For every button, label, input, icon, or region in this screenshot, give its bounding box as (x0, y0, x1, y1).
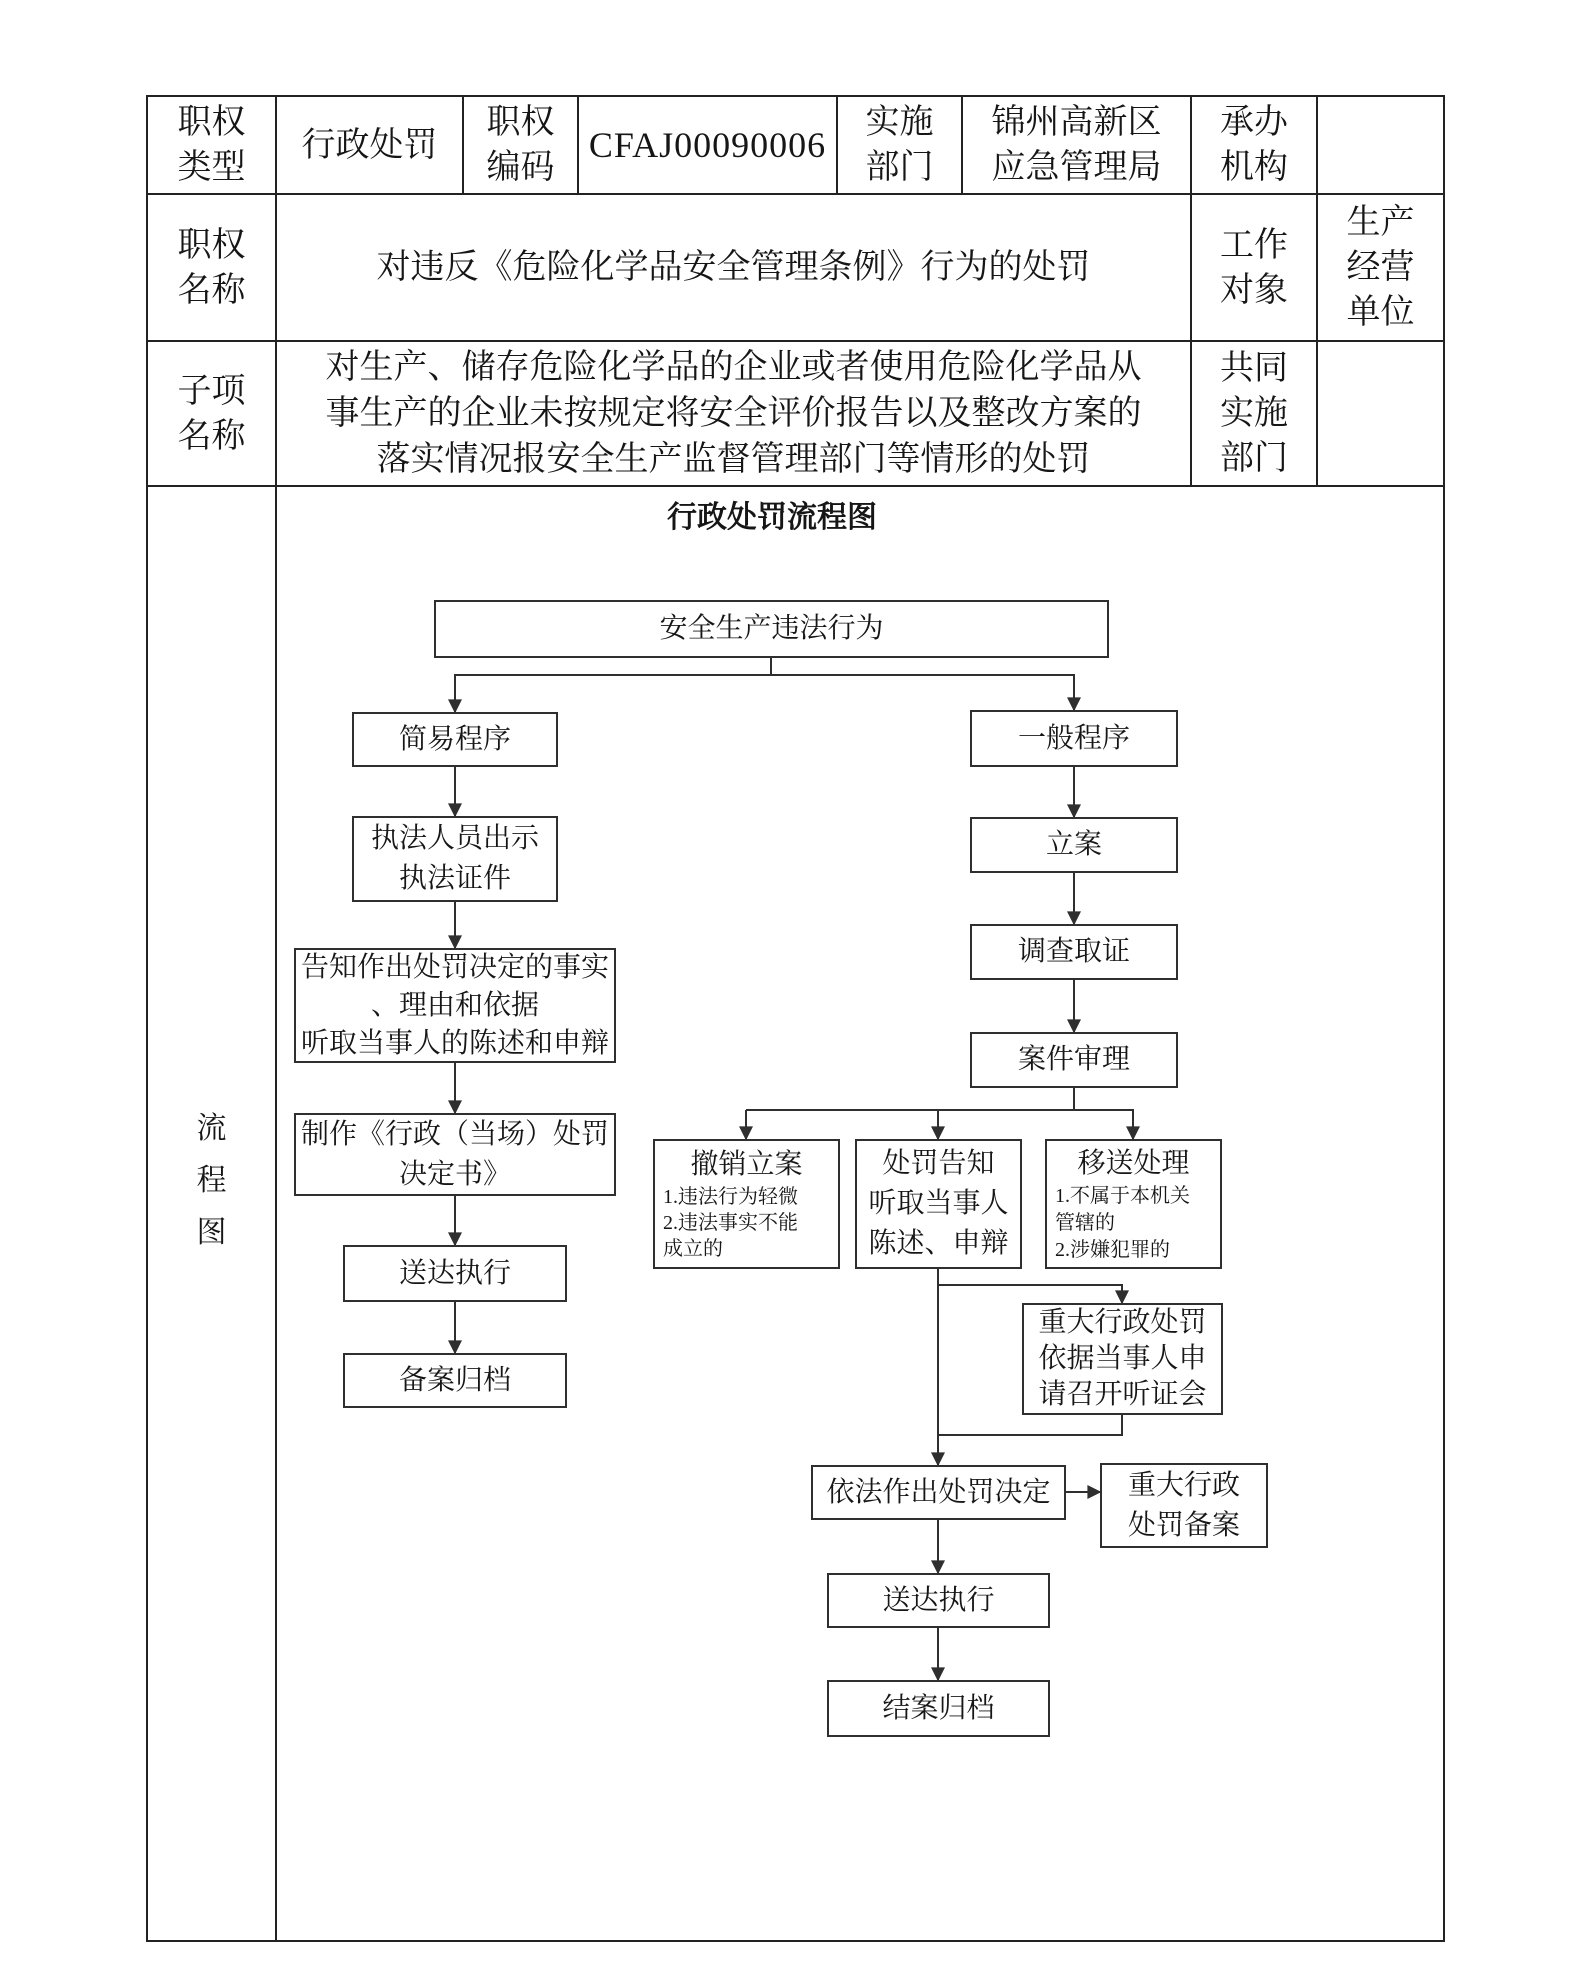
node-record-file-left: 备案归档 (343, 1353, 567, 1408)
flowchart-row-label: 流程图 (196, 1111, 227, 1249)
cell-undertaking-org-label (1192, 97, 1318, 195)
cell-authority-name-label (148, 195, 277, 342)
node-investigate: 调查取证 (970, 924, 1178, 980)
node-penalty-notify: 处罚告知 听取当事人 陈述、申辩 (855, 1139, 1022, 1269)
node-case-review: 案件审理 (970, 1032, 1178, 1088)
cell-implementing-dept-label (838, 97, 963, 195)
table-row-4 (148, 487, 1443, 1940)
work-object-value: 生产经营单位 (1346, 204, 1415, 331)
node-make-penalty-decision: 依法作出处罚决定 (811, 1465, 1066, 1520)
implementing-dept-label: 实施部门 (865, 104, 934, 186)
work-object-label: 工作对象 (1220, 226, 1288, 309)
authority-code-value: CFAJ00090006 (588, 124, 827, 165)
table-row-3 (148, 342, 1443, 487)
table-row-2 (148, 195, 1443, 342)
node-general-procedure: 一般程序 (970, 710, 1178, 767)
subitem-name-value: 对生产、储存危险化学品的企业或者使用危险化学品从事生产的企业未按规定将安全评价报告以及整改方案的落实情况报安全生产监督管理部门等情形的处罚 (325, 348, 1142, 478)
node-simple-procedure: 简易程序 (352, 712, 558, 767)
node-major-penalty-record: 重大行政 处罚备案 (1100, 1463, 1268, 1548)
cell-work-object-value (1318, 195, 1443, 342)
cell-authority-name-value (277, 195, 1192, 342)
node-close-case-file: 结案归档 (827, 1680, 1050, 1737)
table-row-1 (148, 97, 1443, 195)
cell-joint-implementing-dept-label (1192, 342, 1318, 487)
node-case-filing: 立案 (970, 817, 1178, 873)
node-revoke-filing: 撤销立案 1.违法行为轻微 2.违法事实不能 成立的 (653, 1139, 840, 1269)
authority-code-label: 职权编码 (486, 104, 555, 186)
cell-authority-type-label (148, 97, 277, 195)
cell-implementing-dept-value (963, 97, 1192, 195)
cell-subitem-name-value (277, 342, 1192, 487)
node-inform-facts: 告知作出处罚决定的事实 、理由和依据 听取当事人的陈述和申辩 (294, 948, 616, 1063)
node-show-credentials: 执法人员出示 执法证件 (352, 816, 558, 902)
node-violation: 安全生产违法行为 (434, 600, 1109, 658)
cell-authority-code-value (579, 97, 838, 195)
authority-type-value: 行政处罚 (301, 126, 438, 164)
node-major-penalty-hearing: 重大行政处罚 依据当事人申 请召开听证会 (1022, 1303, 1223, 1415)
undertaking-org-label: 承办机构 (1220, 104, 1288, 186)
flowchart-title: 行政处罚流程图 (667, 501, 877, 534)
node-deliver-execute-left: 送达执行 (343, 1245, 567, 1302)
node-deliver-execute-right: 送达执行 (827, 1573, 1050, 1628)
node-make-decision-doc: 制作《行政（当场）处罚 决定书》 (294, 1113, 616, 1196)
authority-type-label: 职权类型 (177, 104, 246, 186)
joint-implementing-dept-label: 共同实施部门 (1220, 350, 1288, 477)
authority-name-label: 职权名称 (177, 226, 246, 309)
cell-work-object-label (1192, 195, 1318, 342)
cell-joint-implementing-dept-value (1318, 342, 1443, 487)
cell-flowchart-area (277, 487, 1443, 1940)
node-transfer-handling: 移送处理 1.不属于本机关 管辖的 2.涉嫌犯罪的 (1045, 1139, 1222, 1269)
cell-undertaking-org-value (1318, 97, 1443, 195)
implementing-dept-value: 锦州高新区应急管理局 (991, 104, 1162, 186)
cell-authority-code-label (464, 97, 579, 195)
authority-table (146, 95, 1445, 1942)
cell-flowchart-label (148, 487, 277, 1940)
authority-name-value: 对违反《危险化学品安全管理条例》行为的处罚 (376, 249, 1091, 286)
cell-authority-type-value (277, 97, 464, 195)
cell-subitem-name-label (148, 342, 277, 487)
subitem-name-label: 子项名称 (177, 372, 246, 455)
